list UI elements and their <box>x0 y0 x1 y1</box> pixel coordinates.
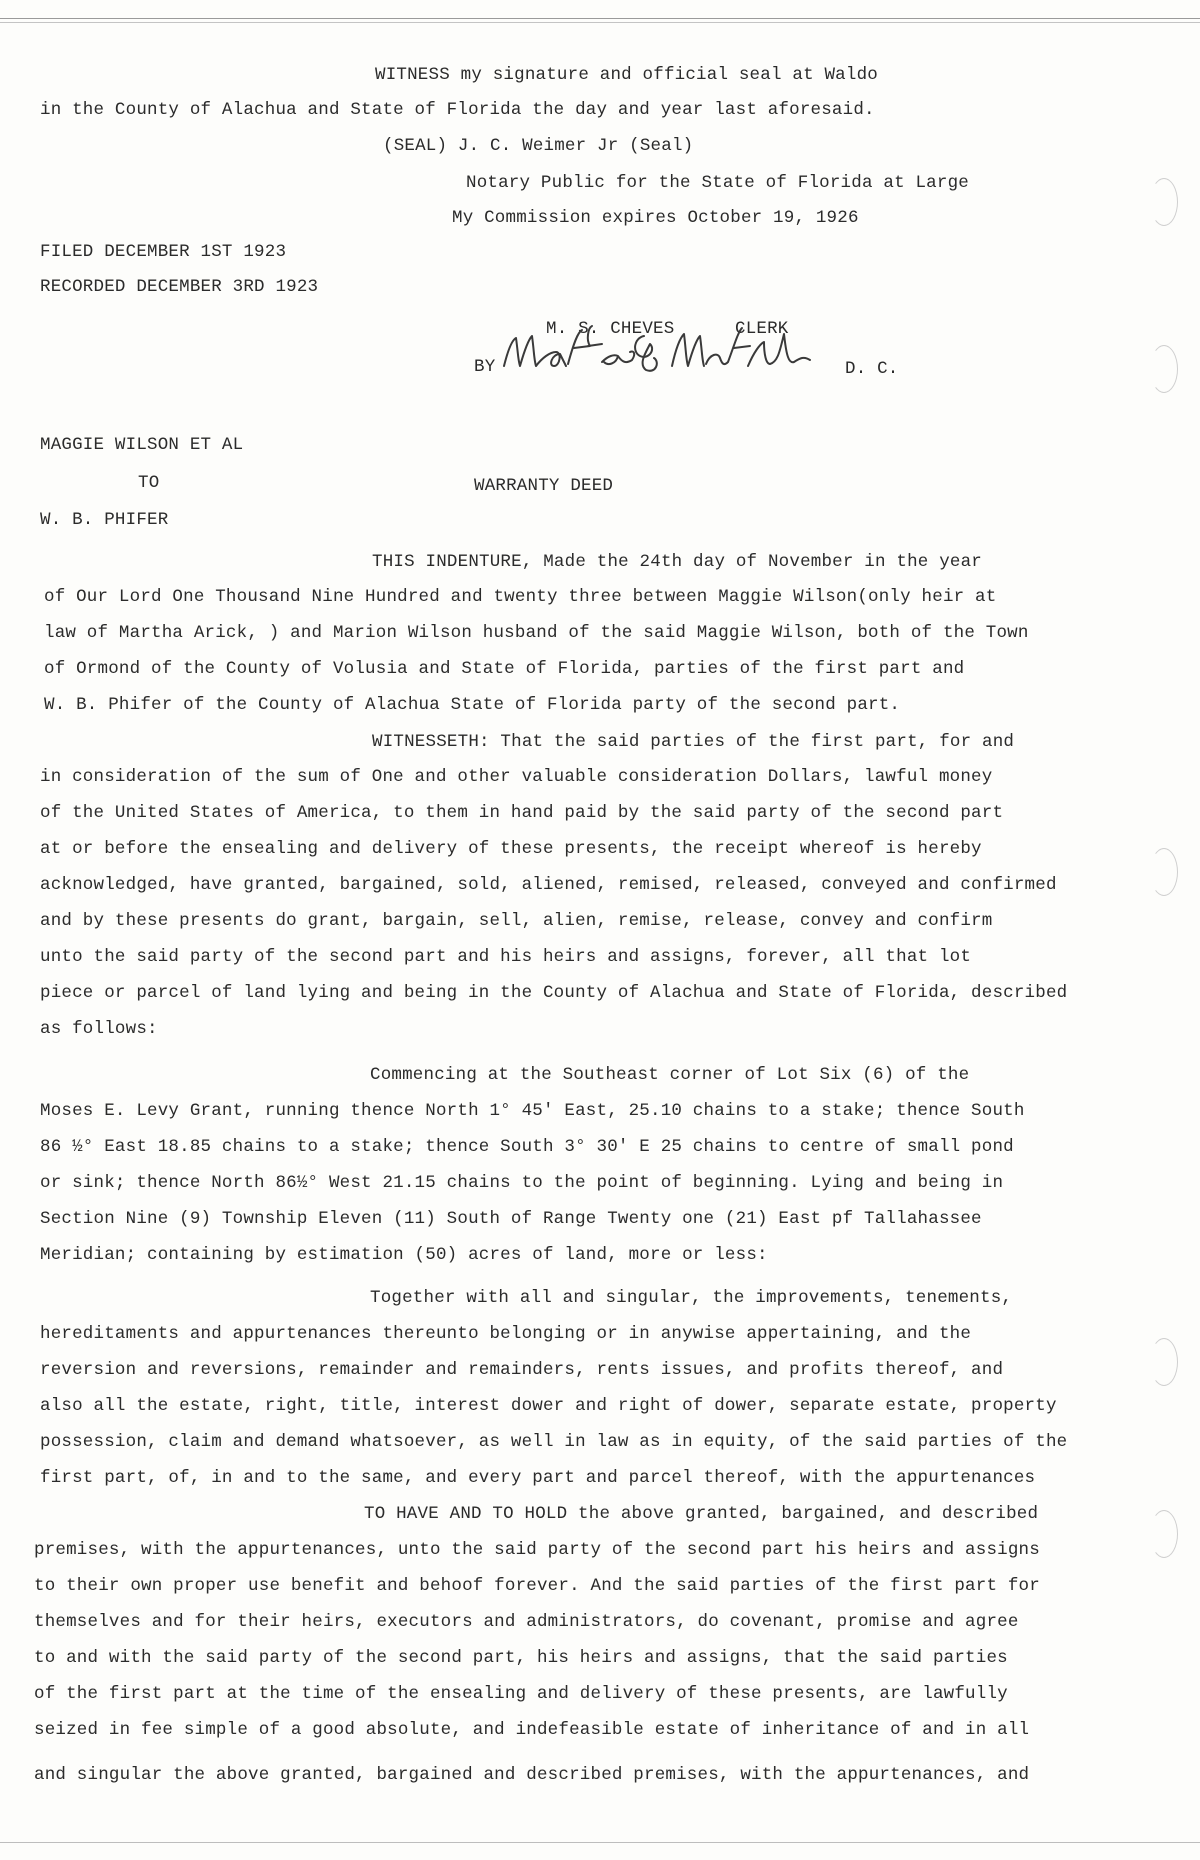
body-line: of Our Lord One Thousand Nine Hundred and twenty three between Maggie Wilson(only heir at <box>44 587 997 607</box>
witness-line-2: in the County of Alachua and State of Florida the day and year last aforesaid. <box>40 100 875 120</box>
body-line: reversion and reversions, remainder and remainders, rents issues, and profits thereof, and <box>40 1360 1004 1380</box>
body-line: themselves and for their heirs, executors and administrators, do covenant, promise and agree <box>34 1612 1019 1632</box>
body-line: W. B. Phifer of the County of Alachua State of Florida party of the second part. <box>44 695 901 715</box>
grantee-heading: W. B. PHIFER <box>40 510 169 530</box>
description-line: Moses E. Levy Grant, running thence North 1° 45' East, 25.10 chains to a stake; thence South <box>40 1101 1025 1121</box>
body-line: premises, with the appurtenances, unto the said party of the second part his heirs and assigns <box>34 1540 1040 1560</box>
body-line: Together with all and singular, the improvements, tenements, <box>370 1288 1013 1308</box>
top-rule-2 <box>0 22 1200 23</box>
commission-line: My Commission expires October 19, 1926 <box>452 208 859 228</box>
punch-hole-mark <box>1150 178 1178 226</box>
punch-hole-mark <box>1150 1510 1178 1558</box>
body-line: piece or parcel of land lying and being in the County of Alachua and State of Florida, described <box>40 983 1068 1003</box>
description-line: Section Nine (9) Township Eleven (11) South of Range Twenty one (21) East pf Tallahassee <box>40 1209 982 1229</box>
notary-title: Notary Public for the State of Florida at Large <box>466 173 969 193</box>
punch-hole-mark <box>1150 1338 1178 1386</box>
body-line: seized in fee simple of a good absolute, and indefeasible estate of inheritance of and in all <box>34 1720 1030 1740</box>
body-line: hereditaments and appurtenances thereunto belonging or in anywise appertaining, and the <box>40 1324 972 1344</box>
body-line: first part, of, in and to the same, and every part and parcel thereof, with the appurtenances <box>40 1468 1036 1488</box>
description-line: 86 ½° East 18.85 chains to a stake; thence South 3° 30' E 25 chains to centre of small pond <box>40 1137 1014 1157</box>
description-line: Meridian; containing by estimation (50) acres of land, more or less: <box>40 1245 768 1265</box>
body-line: also all the estate, right, title, interest dower and right of dower, separate estate, property <box>40 1396 1057 1416</box>
clerk-title: CLERK <box>735 319 789 339</box>
body-line: of the first part at the time of the ensealing and delivery of these presents, are lawfully <box>34 1684 1008 1704</box>
body-line: in consideration of the sum of One and other valuable consideration Dollars, lawful money <box>40 767 993 787</box>
body-line: and by these presents do grant, bargain, sell, alien, remise, release, convey and confirm <box>40 911 993 931</box>
punch-hole-mark <box>1150 848 1178 896</box>
body-line: of Ormond of the County of Volusia and State of Florida, parties of the first part and <box>44 659 965 679</box>
body-line: as follows: <box>40 1019 158 1039</box>
witness-line: WITNESS my signature and official seal at Waldo <box>375 65 878 85</box>
seal-line: (SEAL) J. C. Weimer Jr (Seal) <box>383 136 694 156</box>
clerk-name: M. S. CHEVES <box>546 319 675 339</box>
body-line: acknowledged, have granted, bargained, sold, aliened, remised, released, conveyed and confirmed <box>40 875 1057 895</box>
indenture-opening: THIS INDENTURE, Made the 24th day of November in the year <box>372 552 982 572</box>
body-line: to their own proper use benefit and behoof forever. And the said parties of the first part for <box>34 1576 1040 1596</box>
body-line: possession, claim and demand whatsoever, as well in law as in equity, of the said parties of the <box>40 1432 1068 1452</box>
punch-hole-mark <box>1150 345 1178 393</box>
body-line: at or before the ensealing and delivery of these presents, the receipt whereof is hereby <box>40 839 982 859</box>
body-line: and singular the above granted, bargained and described premises, with the appurtenances, and <box>34 1765 1030 1785</box>
witnesseth-line: WITNESSETH: That the said parties of the first part, for and <box>372 732 1015 752</box>
bottom-rule <box>0 1842 1200 1843</box>
recorded-date: RECORDED DECEMBER 3RD 1923 <box>40 277 319 297</box>
description-line: or sink; thence North 86½° West 21.15 chains to the point of beginning. Lying and being in <box>40 1173 1004 1193</box>
by-label: BY <box>474 357 496 377</box>
body-line: of the United States of America, to them in hand paid by the said party of the second part <box>40 803 1004 823</box>
body-line: unto the said party of the second part and his heirs and assigns, forever, all that lot <box>40 947 972 967</box>
habendum-line: TO HAVE AND TO HOLD the above granted, bargained, and described <box>364 1504 1039 1524</box>
to-heading: TO <box>138 473 160 493</box>
dc-label: D. C. <box>845 359 899 379</box>
body-line: to and with the said party of the second part, his heirs and assigns, that the said parties <box>34 1648 1008 1668</box>
body-line: law of Martha Arick, ) and Marion Wilson husband of the said Maggie Wilson, both of the Town <box>44 623 1029 643</box>
top-rule <box>0 18 1200 19</box>
document-type: WARRANTY DEED <box>474 476 614 496</box>
description-line: Commencing at the Southeast corner of Lot Six (6) of the <box>370 1065 970 1085</box>
filed-date: FILED DECEMBER 1ST 1923 <box>40 242 287 262</box>
grantor-heading: MAGGIE WILSON ET AL <box>40 435 244 455</box>
handwritten-signature <box>498 322 818 378</box>
